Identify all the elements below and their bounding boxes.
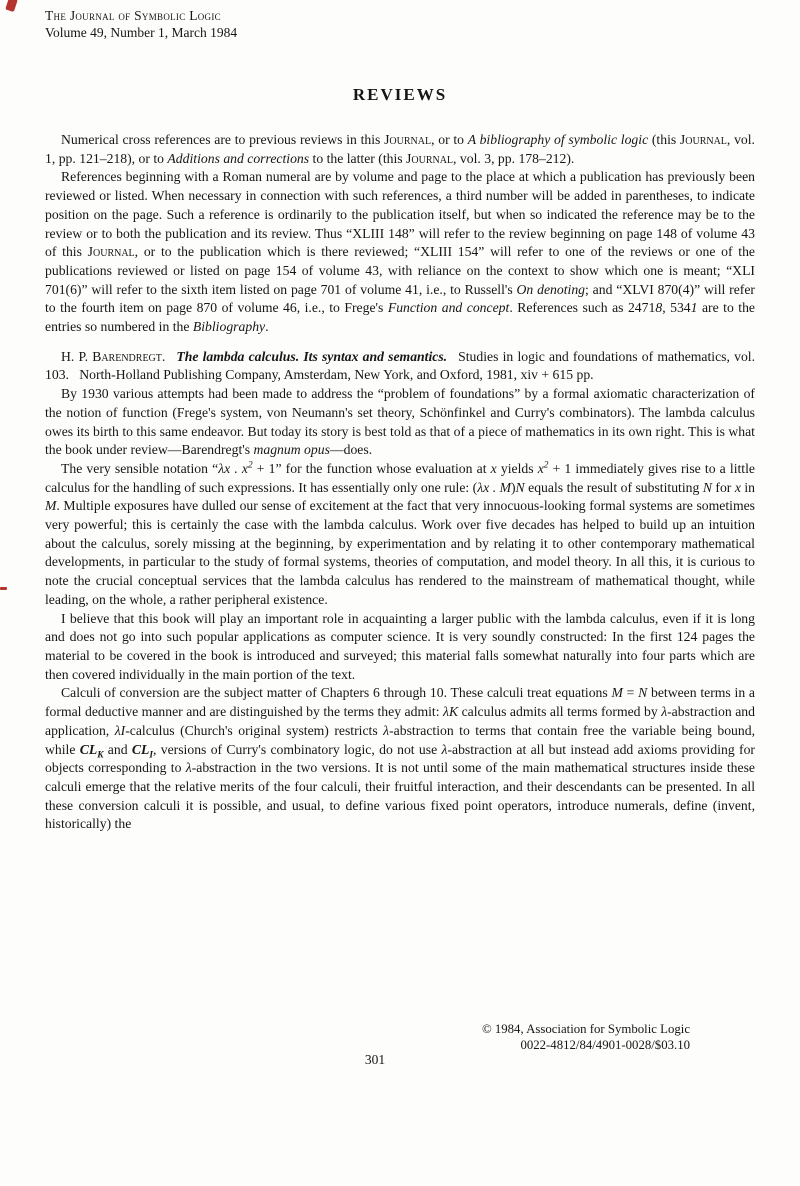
review-heading: H. P. Barendregt. The lambda calculus. Its syntax and semantics. Studies in logic and foundations of mathematics, vol. 103. North-Holland Publishing Company, Amsterdam, New York, and Oxford, 1981, xiv + 615 pp.: [45, 348, 756, 383]
section-title: REVIEWS: [352, 85, 448, 104]
cross-reference-paragraph-2: References beginning with a Roman numeral are by volume and page to the place at which a publication has previously been reviewed or listed. When necessary in connection with such references, a third number will be added in parentheses, to indicate position on the page. Such a reference is ordinarily to the publication itself, but when so indicated the reference may be to the review or to both the publication and its review. Thus “XLIII 148” will refer to the review beginning on page 148 of volume 43 of this Journal, or to the publication which is there reviewed; “XLIII 154” will refer to one of the reviews or one of the publications reviewed or listed on page 154 of volume 43, with reliance on the context to show which one is meant; “XLI 701(6)” will refer to the sixth item listed on page 701 of volume 41, i.e., to Russell's On denoting; and “XLVI 870(4)” will refer to the fourth item on page 870 of volume 46, i.e., to Frege's Function and concept. References such as 24718, 5341 are to the entries so numbered in the Bibliography.: [45, 169, 755, 335]
review-paragraph-3: I believe that this book will play an important role in acquainting a larger public with the lambda calculus, even if it is long and does not go into such popular applications as computer science. It is very soundly constructed: In the first 124 pages the material to be covered in the book is introduced and surveyed; this material falls somewhat naturally into four parts which are then covered individually in the main portion of the text.: [45, 610, 755, 682]
cross-reference-paragraph-1: Numerical cross references are to previous reviews in this Journal, or to A bibliography of symbolic logic (this Journal, vol. 1, pp. 121–218), or to Additions and corrections to the latter (this Journal, vol. 3, pp. 178–212).: [45, 132, 755, 166]
issue-info: Volume 49, Number 1, March 1984: [45, 25, 238, 40]
publication-code: 0022-4812/84/4901-0028/$03.10: [520, 1037, 690, 1052]
page-number: 301: [364, 1052, 386, 1067]
pen-mark-left-icon: [0, 587, 7, 590]
review-paragraph-2: The very sensible notation “λx . $x^2 + 1$” for the function whose evaluation at x yields $x^2 + 1$ immediately gives rise to a little calculus for the handling of such expressions. It has essentially only one rule: (λx . M)N equals the result of substituting N for x in M. Multiple exposures have dulled our sense of excitement at the fact that very innocuous-looking formal systems are sometimes very powerful; this is certainly the case with the lambda calculus. Work over five decades has helped to build up an intuition about the calculus, sorely missing at the beginning, by experimentation and by relating it to other contemporary mathematical developments, in particular to the study of formal systems, theories of computation, and model theory. In all this, it is curious to note the crucial conceptual services that the lambda calculus has rendered to the mainstream of mathematical thought, while leading, on the whole, a rather peripheral existence.: [45, 460, 756, 607]
copyright-block: [482, 1022, 690, 1053]
copyright-line: © 1984, Association for Symbolic Logic: [481, 1022, 690, 1036]
journal-name: The Journal of Symbolic Logic: [45, 8, 221, 23]
review-paragraph-1: By 1930 various attempts had been made to address the “problem of foundations” by a formal axiomatic characterization of the notion of function (Frege's system, von Neumann's set theory, Schönfinkel and Curry's combinators). The lambda calculus owes its birth to this same endeavor. But today its story is best told as that of a piece of mathematics in its own right. This is what the book under review—Barendregt's magnum opus—does.: [45, 386, 755, 458]
running-head: [0, 0, 800, 41]
review-paragraph-4: Calculi of conversion are the subject matter of Chapters 6 through 10. These calculi treat equations M = N between terms in a formal deductive manner and are distinguished by the terms they admit: λK calculus admits all terms formed by λ-abstraction and application, λI-calculus (Church's original system) restricts λ-abstraction to terms that contain free the variable being bound, while $CL_K$ and $CL_I$, versions of Curry's combinatory logic, do not use λ-abstraction at all but instead add axioms providing for objects corresponding to λ-abstraction in the two versions. It is not until some of the main mathematical structures inside these calculi emerge that the relative merits of the four calculi, their fruitful interaction, and their descendants can be presented. In all these conversion calculi it is possible, and usual, to define various fixed point operators, introduce numerals, define (invent, historically) the: [45, 685, 756, 832]
article-body: [45, 131, 755, 834]
